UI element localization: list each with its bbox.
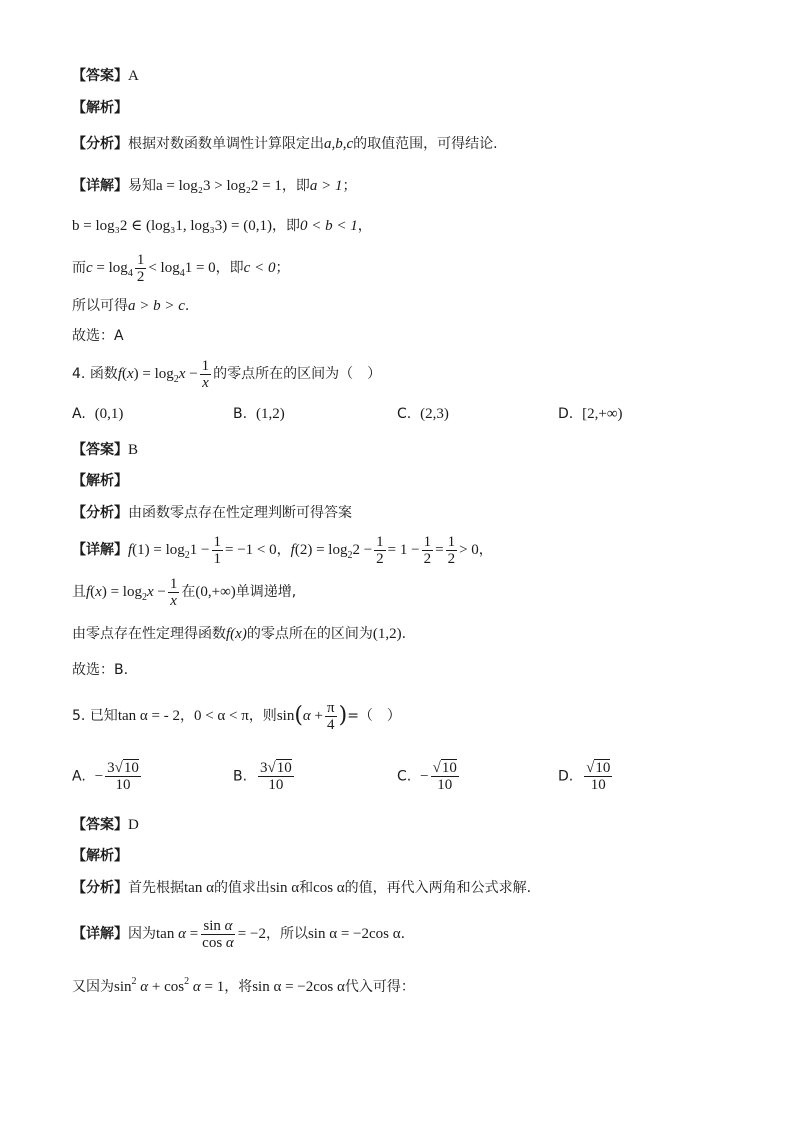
fraction: $\frac{1}{x}$ [169, 575, 178, 609]
q5-answer-line: 【答案】D [72, 817, 139, 833]
fraction: $\frac{1}{2}$ [423, 533, 432, 567]
q4-option-c: C. (2,3) [397, 406, 449, 422]
q4-conclusion: 由零点存在性定理得函数f(x)的零点所在的区间为(1,2). [72, 626, 407, 642]
q3-detail-line1: 【详解】易知a = log₂3 > log₂2 = 1，即a > 1； [72, 178, 357, 194]
fraction: $\frac{3√10}{10}$ [107, 760, 139, 793]
q5-option-b: B. $\frac{3√10}{10}$ [233, 760, 292, 793]
q3-fenxi: 【分析】根据对数函数单调性计算限定出a,b,c的取值范围，可得结论. [72, 136, 498, 152]
q3-choose: 故选：A [72, 328, 124, 344]
fraction: $\frac{1}{1}$ [213, 533, 222, 567]
fraction: $\frac{\text{sin α}}{\text{cos α}}$ [202, 917, 234, 951]
fraction: $\frac{\pi}{4}$ [327, 699, 335, 733]
q4-answer-line: 【答案】B [72, 442, 139, 458]
answer-label: 【答案】 [72, 68, 128, 84]
q4-stem: 4. 函数$f(x) = \log_2x$ − $\frac{1}{x}$ 的零点所在的区间为（ ） [72, 357, 382, 391]
fraction: $\frac{3√10}{10}$ [259, 760, 292, 793]
q4-fenxi: 【分析】由函数零点存在性定理判断可得答案 [72, 505, 352, 521]
q5-last: 又因为$\sin^2 \alpha + \cos^2 \alpha = 1$，将sin α = −2cos α代入可得： [72, 976, 415, 995]
q3-answer-line [72, 66, 139, 86]
q5-stem: 5. 已知tan α = - 2，0 < α < π，则sin(α + $\frac{\pi}{4}$ )=（ ） [72, 699, 401, 733]
q3-detail-line4: 所以可得a > b > c. [72, 298, 190, 314]
fraction: $\frac{1}{2}$ [447, 533, 456, 567]
q4-option-b: B. (1,2) [233, 406, 285, 422]
fraction: $\frac{1}{2}$ [376, 533, 384, 567]
q3-detail-line3: 而$c = \log_4$ $\frac{1}{2}$ < $\log_41 = 0$，即c < 0； [72, 251, 290, 285]
q5-option-d: D. $\frac{√10}{10}$ [558, 760, 611, 793]
q5-analysis-label: 【解析】 [72, 848, 128, 864]
q5-option-a: A. − $\frac{3√10}{10}$ [72, 760, 139, 793]
q4-choose: 故选：B. [72, 662, 129, 678]
q4-detail: 【详解】$f(1) = \log_21$ − $\frac{1}{1}$ = −1 < 0，$f(2) = \log_22$ − $\frac{1}{2}$ = 1 − $\frac{1}{2}$ = $\frac{1}{2}$ > 0， [72, 533, 493, 567]
q5-detail: 【详解】因为tan α = $\frac{\text{sin α}}{\text{cos α}}$ = −2，所以sin α = −2cos α. [72, 917, 406, 951]
fraction: $\frac{1}{2}$ [136, 251, 145, 285]
fraction: $\frac{√10}{10}$ [432, 760, 457, 793]
fraction: $\frac{1}{x}$ [201, 357, 210, 391]
fraction: $\frac{√10}{10}$ [586, 760, 611, 793]
q4-option-a: A. (0,1) [72, 406, 124, 422]
q3-analysis-label: 【解析】 [72, 100, 128, 116]
q4-analysis-label: 【解析】 [72, 473, 128, 489]
q4-option-d: D. [2,+∞) [558, 406, 623, 422]
answer-value: A [128, 68, 139, 84]
q5-fenxi: 【分析】首先根据tan α的值求出sin α和cos α的值，再代入两角和公式求解. [72, 880, 532, 896]
q4-monotonic: 且$f(x) = \log_2x$ − $\frac{1}{x}$ 在(0,+∞)单调递增, [72, 575, 297, 609]
q5-option-c: C. − $\frac{√10}{10}$ [397, 760, 457, 793]
q3-detail-line2: b = log₃2 ∈ (log₃1, log₃3) = (0,1)，即0 < b < 1， [72, 218, 372, 234]
